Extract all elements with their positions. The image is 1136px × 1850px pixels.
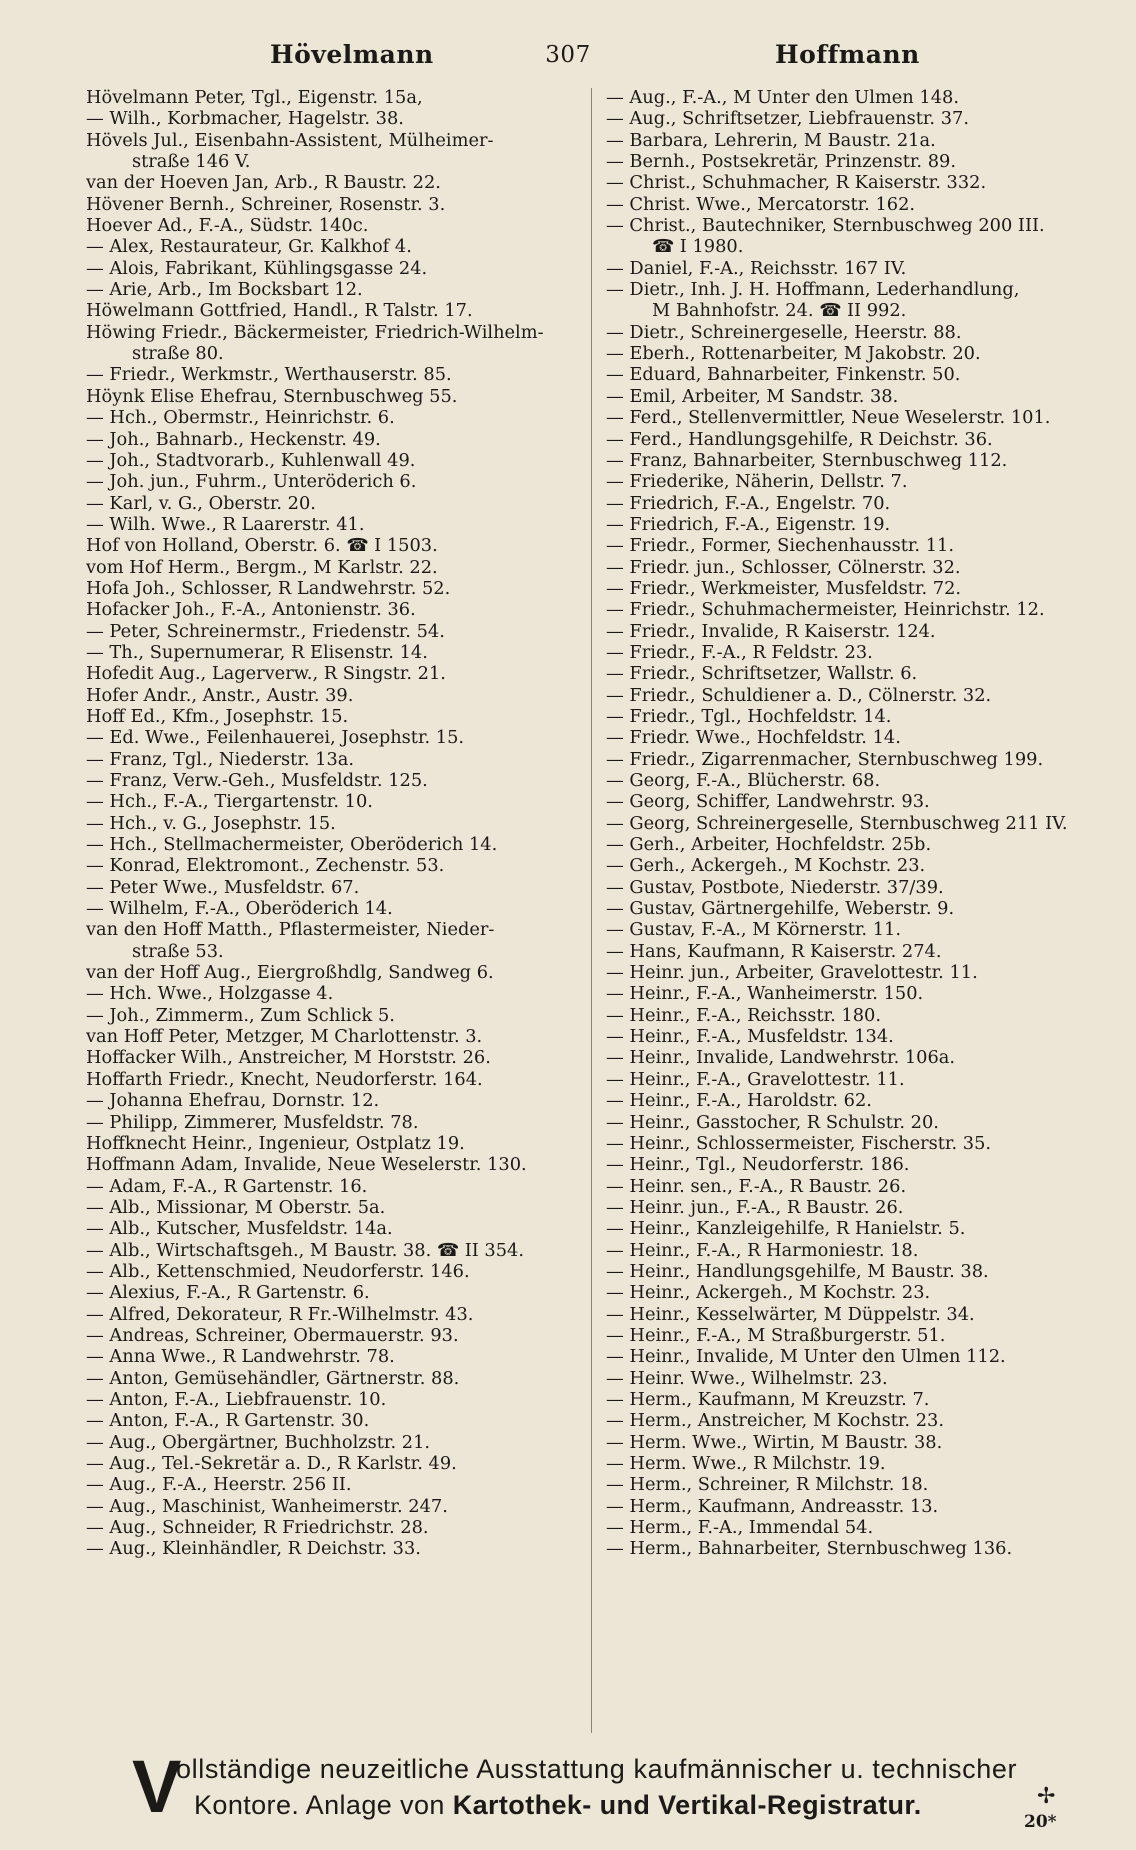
left-column-entry: Hövels Jul., Eisenbahn-Assistent, Mülheimer- (86, 129, 494, 151)
right-column-entry: — Heinr. Wwe., Wilhelmstr. 23. (606, 1367, 888, 1389)
right-column-entry: — Heinr., F.-A., Haroldstr. 62. (606, 1090, 872, 1112)
right-column-entry: — Heinr. jun., Arbeiter, Gravelottestr. 11. (606, 962, 978, 984)
right-column-entry: — Ferd., Stellenvermittler, Neue Weselerstr. 101. (606, 407, 1051, 429)
left-column-entry: Hofa Joh., Schlosser, R Landwehrstr. 52. (86, 577, 451, 599)
left-column-entry: — Arie, Arb., Im Bocksbart 12. (86, 279, 363, 301)
left-column-entry: Hofacker Joh., F.-A., Antonienstr. 36. (86, 599, 416, 621)
right-column-entry: M Bahnhofstr. 24. ☎ II 992. (652, 300, 907, 322)
left-column-entry: Hoffacker Wilh., Anstreicher, M Horststr. 26. (86, 1047, 491, 1069)
right-column-entry: — Herm., Kaufmann, Andreasstr. 13. (606, 1495, 939, 1517)
left-column-entry: van Hoff Peter, Metzger, M Charlottenstr. 3. (86, 1026, 483, 1048)
left-column-entry: Hoffarth Friedr., Knecht, Neudorferstr. 164. (86, 1068, 483, 1090)
right-column-entry: — Heinr., Invalide, Landwehrstr. 106a. (606, 1047, 956, 1069)
ad-line-2 (194, 1790, 922, 1821)
right-column-entry: — Heinr., F.-A., R Harmoniestr. 18. (606, 1239, 919, 1261)
left-column-entry: — Aug., Obergärtner, Buchholzstr. 21. (86, 1431, 431, 1453)
left-column-entry: — Aug., Maschinist, Wanheimerstr. 247. (86, 1495, 448, 1517)
right-column-entry: — Friedr., Schuhmachermeister, Heinrichstr. 12. (606, 599, 1045, 621)
right-column-entry: — Friedr., Zigarrenmacher, Sternbuschweg 199. (606, 748, 1044, 770)
ad-line-2-start: Kontore. Anlage von (194, 1790, 453, 1820)
right-column-entry: — Friedr. Wwe., Hochfeldstr. 14. (606, 727, 901, 749)
left-column (86, 87, 586, 1560)
left-column-entry: — Joh. jun., Fuhrm., Unteröderich 6. (86, 471, 417, 493)
right-column-entry: — Emil, Arbeiter, M Sandstr. 38. (606, 385, 899, 407)
right-column-entry: — Herm., Anstreicher, M Kochstr. 23. (606, 1410, 945, 1432)
right-column-entry: — Heinr., Tgl., Neudorferstr. 186. (606, 1154, 910, 1176)
left-column-entry: — Aug., F.-A., Heerstr. 256 II. (86, 1474, 352, 1496)
right-column-entry: — Heinr., Kanzleigehilfe, R Hanielstr. 5. (606, 1218, 966, 1240)
left-column-entry: — Wilhelm, F.-A., Oberöderich 14. (86, 898, 393, 920)
right-column-entry: — Gerh., Ackergeh., M Kochstr. 23. (606, 855, 926, 877)
left-column-entry: Hoever Ad., F.-A., Südstr. 140c. (86, 215, 369, 237)
left-column-entry: straße 80. (132, 343, 224, 365)
left-column-entry: — Peter, Schreinermstr., Friedenstr. 54. (86, 620, 445, 642)
right-column-entry: — Daniel, F.-A., Reichsstr. 167 IV. (606, 257, 907, 279)
right-column-entry: — Gustav, F.-A., M Körnerstr. 11. (606, 919, 901, 941)
right-column-entry: — Barbara, Lehrerin, M Baustr. 21a. (606, 129, 936, 151)
left-column-entry: Hövelmann Peter, Tgl., Eigenstr. 15a, (86, 87, 423, 108)
right-column-entry: — Eberh., Rottenarbeiter, M Jakobstr. 20. (606, 343, 981, 365)
left-column-entry: — Alb., Missionar, M Oberstr. 5a. (86, 1196, 386, 1218)
right-column-entry: — Christ., Bautechniker, Sternbuschweg 200 III. (606, 215, 1045, 237)
right-column-entry: — Friedr. jun., Schlosser, Cölnerstr. 32. (606, 556, 961, 578)
right-column (606, 87, 1104, 1560)
left-column-entry: Hofer Andr., Anstr., Austr. 39. (86, 684, 354, 706)
column-divider (591, 88, 592, 1733)
running-head-left: Hövelmann (270, 40, 434, 69)
right-column-entry: — Christ., Schuhmacher, R Kaiserstr. 332. (606, 172, 987, 194)
right-column-entry: — Heinr., F.-A., Reichsstr. 180. (606, 1004, 881, 1026)
left-column-entry: van den Hoff Matth., Pflastermeister, Nieder- (86, 919, 495, 941)
right-column-entry: — Ferd., Handlungsgehilfe, R Deichstr. 36. (606, 428, 993, 450)
left-column-entry: — Wilh., Korbmacher, Hagelstr. 38. (86, 108, 404, 130)
left-column-entry: — Joh., Zimmerm., Zum Schlick 5. (86, 1004, 395, 1026)
left-column-entry: Höynk Elise Ehefrau, Sternbuschweg 55. (86, 385, 458, 407)
left-column-entry: van der Hoff Aug., Eiergroßhdlg, Sandweg 6. (86, 962, 494, 984)
left-column-entry: — Aug., Tel.-Sekretär a. D., R Karlstr. 49. (86, 1453, 457, 1474)
left-column-entry: — Johanna Ehefrau, Dornstr. 12. (86, 1090, 380, 1112)
left-column-entry: — Hch., v. G., Josephstr. 15. (86, 812, 336, 834)
left-column-entry: van der Hoeven Jan, Arb., R Baustr. 22. (86, 172, 441, 194)
ad-ornament: ✢ (1037, 1784, 1056, 1809)
left-column-entry: — Alb., Kettenschmied, Neudorferstr. 146. (86, 1260, 470, 1282)
right-column-entry: — Christ. Wwe., Mercatorstr. 162. (606, 193, 916, 215)
left-column-entry: Hofedit Aug., Lagerverw., R Singstr. 21. (86, 663, 446, 685)
right-column-entry: — Heinr., F.-A., Wanheimerstr. 150. (606, 983, 924, 1005)
right-column-entry: — Heinr., Schlossermeister, Fischerstr. 35. (606, 1132, 992, 1154)
right-column-entry: — Bernh., Postsekretär, Prinzenstr. 89. (606, 151, 956, 173)
right-column-entry: — Gustav, Postbote, Niederstr. 37/39. (606, 876, 944, 898)
left-column-entry: straße 53. (132, 940, 224, 962)
left-column-entry: Hoffknecht Heinr., Ingenieur, Ostplatz 19. (86, 1132, 465, 1154)
left-column-entry: — Anna Wwe., R Landwehrstr. 78. (86, 1346, 395, 1368)
left-column-entry: — Aug., Kleinhändler, R Deichstr. 33. (86, 1538, 421, 1560)
left-column-entry: — Konrad, Elektromont., Zechenstr. 53. (86, 855, 445, 877)
left-column-entry: — Alex, Restaurateur, Gr. Kalkhof 4. (86, 236, 412, 258)
right-column-entry: — Herm., Schreiner, R Milchstr. 18. (606, 1474, 929, 1496)
running-head-right: Hoffmann (775, 40, 920, 69)
left-column-entry: — Hch., Obermstr., Heinrichstr. 6. (86, 407, 395, 429)
right-column-entry: — Georg, Schreinergeselle, Sternbuschweg 211 IV. (606, 812, 1068, 834)
right-column-entry: — Eduard, Bahnarbeiter, Finkenstr. 50. (606, 364, 961, 386)
right-column-entry: — Hans, Kaufmann, R Kaiserstr. 274. (606, 940, 942, 962)
left-column-entry: — Aug., Schneider, R Friedrichstr. 28. (86, 1517, 429, 1539)
right-column-entry: — Friedr., Werkmeister, Musfeldstr. 72. (606, 577, 962, 599)
left-column-entry: Hof von Holland, Oberstr. 6. ☎ I 1503. (86, 535, 438, 557)
left-column-entry: — Joh., Stadtvorarb., Kuhlenwall 49. (86, 449, 416, 471)
ad-initial-letter: V (132, 1745, 182, 1828)
right-column-entry: — Friedr., Schuldiener a. D., Cölnerstr. 32. (606, 684, 992, 706)
right-column-entry: — Heinr., F.-A., M Straßburgerstr. 51. (606, 1324, 946, 1346)
right-column-entry: — Friedr., Former, Siechenhausstr. 11. (606, 535, 954, 557)
left-column-entry: Höwing Friedr., Bäckermeister, Friedrich-Wilhelm- (86, 321, 544, 343)
left-column-entry: — Joh., Bahnarb., Heckenstr. 49. (86, 428, 381, 450)
right-column-entry: — Gerh., Arbeiter, Hochfeldstr. 25b. (606, 834, 932, 856)
right-column-entry: — Franz, Bahnarbeiter, Sternbuschweg 112. (606, 449, 1008, 471)
left-column-entry: — Ed. Wwe., Feilenhauerei, Josephstr. 15. (86, 727, 465, 749)
right-column-entry: — Herm. Wwe., Wirtin, M Baustr. 38. (606, 1431, 943, 1453)
right-column-entry: — Heinr. sen., F.-A., R Baustr. 26. (606, 1175, 907, 1197)
left-column-entry: — Alois, Fabrikant, Kühlingsgasse 24. (86, 257, 428, 279)
right-column-entry: — Heinr., Handlungsgehilfe, M Baustr. 38. (606, 1260, 989, 1282)
left-column-entry: — Andreas, Schreiner, Obermauerstr. 93. (86, 1324, 459, 1346)
left-column-entry: — Anton, F.-A., Liebfrauenstr. 10. (86, 1388, 387, 1410)
left-column-entry: — Friedr., Werkmstr., Werthauserstr. 85. (86, 364, 452, 386)
left-column-entry: Hoffmann Adam, Invalide, Neue Weselerstr. 130. (86, 1154, 527, 1176)
left-column-entry: — Philipp, Zimmerer, Musfeldstr. 78. (86, 1111, 419, 1133)
left-column-entry: — Franz, Tgl., Niederstr. 13a. (86, 748, 355, 770)
right-column-entry: — Gustav, Gärtnergehilfe, Weberstr. 9. (606, 898, 955, 920)
right-column-entry: — Heinr., Gasstocher, R Schulstr. 20. (606, 1111, 939, 1133)
left-column-entry: — Hch., F.-A., Tiergartenstr. 10. (86, 791, 373, 813)
advertisement (132, 1745, 1092, 1830)
right-column-entry: — Friedr., Schriftsetzer, Wallstr. 6. (606, 663, 918, 685)
left-column-entry: — Karl, v. G., Oberstr. 20. (86, 492, 316, 514)
sheet-signature: 20* (1024, 1812, 1057, 1832)
left-column-entry: straße 146 V. (132, 151, 251, 173)
right-column-entry: — Aug., Schriftsetzer, Liebfrauenstr. 37. (606, 108, 970, 130)
right-column-entry: — Dietr., Schreinergeselle, Heerstr. 88. (606, 321, 962, 343)
right-column-entry: — Heinr. jun., F.-A., R Baustr. 26. (606, 1196, 904, 1218)
ad-line-1: ollständige neuzeitliche Ausstattung kaufmännischer u. technischer (176, 1754, 1018, 1784)
left-column-entry: — Alb., Wirtschaftsgeh., M Baustr. 38. ☎ II 354. (86, 1239, 525, 1261)
left-column-entry: — Peter Wwe., Musfeldstr. 67. (86, 876, 360, 898)
left-column-entry: — Alexius, F.-A., R Gartenstr. 6. (86, 1282, 370, 1304)
right-column-entry: — Herm. Wwe., R Milchstr. 19. (606, 1453, 886, 1474)
left-column-entry: — Alfred, Dekorateur, R Fr.-Wilhelmstr. 43. (86, 1303, 474, 1325)
left-column-entry: vom Hof Herm., Bergm., M Karlstr. 22. (86, 556, 438, 578)
left-column-entry: — Anton, F.-A., R Gartenstr. 30. (86, 1410, 370, 1432)
right-column-entry: — Dietr., Inh. J. H. Hoffmann, Lederhandlung, (606, 279, 1020, 301)
left-column-entry: Höwelmann Gottfried, Handl., R Talstr. 17. (86, 300, 473, 322)
right-column-entry: — Herm., Kaufmann, M Kreuzstr. 7. (606, 1388, 930, 1410)
right-column-entry: — Georg, Schiffer, Landwehrstr. 93. (606, 791, 930, 813)
left-column-entry: — Anton, Gemüsehändler, Gärtnerstr. 88. (86, 1367, 460, 1389)
page-number: 307 (545, 42, 591, 68)
right-column-entry: — Friederike, Näherin, Dellstr. 7. (606, 471, 908, 493)
left-column-entry: — Franz, Verw.-Geh., Musfeldstr. 125. (86, 770, 428, 791)
right-column-entry: — Georg, F.-A., Blücherstr. 68. (606, 770, 881, 791)
ad-line-2-emphasis: Kartothek- und Vertikal-Registratur. (452, 1790, 922, 1820)
right-column-entry: — Friedrich, F.-A., Eigenstr. 19. (606, 513, 891, 535)
right-column-entry: — Herm., Bahnarbeiter, Sternbuschweg 136. (606, 1538, 1013, 1560)
right-column-entry: — Heinr., F.-A., Musfeldstr. 134. (606, 1026, 894, 1048)
right-column-entry: — Heinr., F.-A., Gravelottestr. 11. (606, 1068, 905, 1090)
right-column-entry: ☎ I 1980. (652, 236, 744, 258)
left-column-entry: Hövener Bernh., Schreiner, Rosenstr. 3. (86, 193, 446, 215)
right-column-entry: — Heinr., Kesselwärter, M Düppelstr. 34. (606, 1303, 975, 1325)
right-column-entry: — Heinr., Ackergeh., M Kochstr. 23. (606, 1282, 931, 1304)
right-column-entry: — Friedr., Tgl., Hochfeldstr. 14. (606, 705, 892, 727)
right-column-entry: — Heinr., Invalide, M Unter den Ulmen 112. (606, 1346, 1006, 1368)
left-column-entry: — Wilh. Wwe., R Laarerstr. 41. (86, 513, 365, 535)
left-column-entry: — Th., Supernumerar, R Elisenstr. 14. (86, 641, 428, 663)
right-column-entry: — Friedr., F.-A., R Feldstr. 23. (606, 641, 873, 663)
right-column-entry: — Friedr., Invalide, R Kaiserstr. 124. (606, 620, 936, 642)
left-column-entry: — Hch. Wwe., Holzgasse 4. (86, 983, 334, 1005)
right-column-entry: — Herm., F.-A., Immendal 54. (606, 1517, 874, 1539)
left-column-entry: — Adam, F.-A., R Gartenstr. 16. (86, 1175, 368, 1197)
left-column-entry: — Alb., Kutscher, Musfeldstr. 14a. (86, 1218, 393, 1240)
right-column-entry: — Aug., F.-A., M Unter den Ulmen 148. (606, 87, 959, 108)
left-column-entry: Hoff Ed., Kfm., Josephstr. 15. (86, 705, 349, 727)
right-column-entry: — Friedrich, F.-A., Engelstr. 70. (606, 492, 891, 514)
left-column-entry: — Hch., Stellmachermeister, Oberöderich 14. (86, 834, 498, 856)
